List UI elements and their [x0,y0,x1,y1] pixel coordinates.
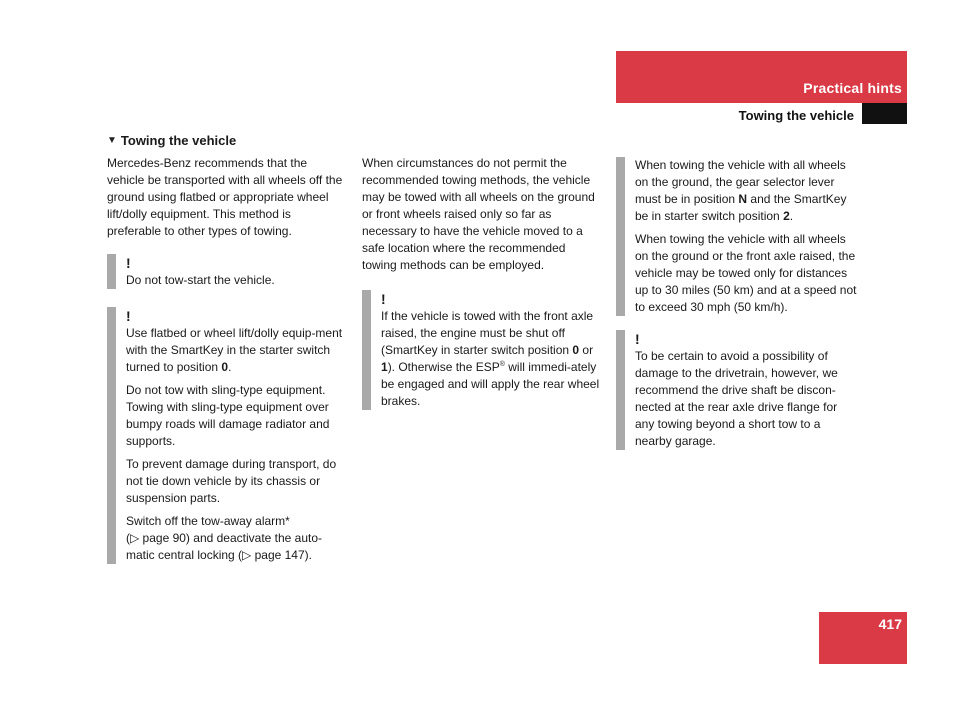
note-paragraph: If the vehicle is towed with the front axle raised, the engine must be shut off (SmartKey in starter switch position 0 or 1). Otherwise the ESP® will immedi-ately be engaged and will apply the rear wheel brakes. [381,309,600,408]
intro-paragraph: When circumstances do not permit the recommended towing methods, the vehicle may be towed with all wheels on the ground or front wheels raised only so far as necessary to have the vehicle moved to a safe location where the recommended towing methods can be employed. [362,156,595,272]
column-2 [362,155,602,413]
note-text: Do not tow-start the vehicle. [126,273,275,287]
warning-icon: ! [381,291,386,307]
note-paragraph: To prevent damage during transport, do not tie down vehicle by its chassis or suspension parts. [126,457,337,505]
note-bar [107,254,116,289]
chapter-title: Practical hints [803,80,902,96]
section-tab-marker [862,103,907,124]
warning-icon: ! [126,255,131,271]
info-paragraph: When towing the vehicle with all wheels on the ground, the gear selector lever must be in position N and the SmartKey be in starter switch position 2. [635,158,847,223]
warning-note [362,290,602,410]
note-paragraph: To be certain to avoid a possibility of damage to the drivetrain, however, we recommend the drive shaft be discon-nected at the rear axle drive flange for any towing beyond a short tow to a nearby garage. [635,349,838,448]
note-paragraph: Switch off the tow-away alarm* (▷ page 90) and deactivate the auto-matic central locking (▷ page 147). [126,514,323,562]
note-bar [616,157,625,316]
section-title: Towing the vehicle [738,108,854,123]
warning-icon: ! [635,331,640,347]
column-3 [616,157,858,453]
warning-icon: ! [126,308,131,324]
section-heading [107,132,347,149]
info-paragraph: When towing the vehicle with all wheels on the ground or the front axle raised, the vehicle may be towed only for distances up to 30 miles (50 km) and at a speed not to exceed 30 mph (50 km/h). [635,232,857,314]
column-1 [107,132,347,567]
note-bar [362,290,371,410]
note-bar [616,330,625,450]
warning-note [616,330,858,450]
section-heading-text: Towing the vehicle [120,133,237,148]
note-bar [107,307,116,564]
triangle-down-icon: ▼ [107,135,117,146]
warning-note-1 [107,254,347,289]
note-paragraph: Use flatbed or wheel lift/dolly equip-ment with the SmartKey in the starter switch turned to position 0. [126,326,343,374]
note-paragraph: Do not tow with sling-type equipment. Towing with sling-type equipment over bumpy roads will damage radiator and supports. [126,383,330,448]
intro-paragraph: Mercedes-Benz recommends that the vehicle be transported with all wheels off the ground using flatbed or appropriate wheel lift/dolly equipment. This method is preferable to other types of towing. [107,156,343,238]
info-block [616,157,858,316]
warning-note-2 [107,307,347,564]
page-number: 417 [878,616,902,632]
